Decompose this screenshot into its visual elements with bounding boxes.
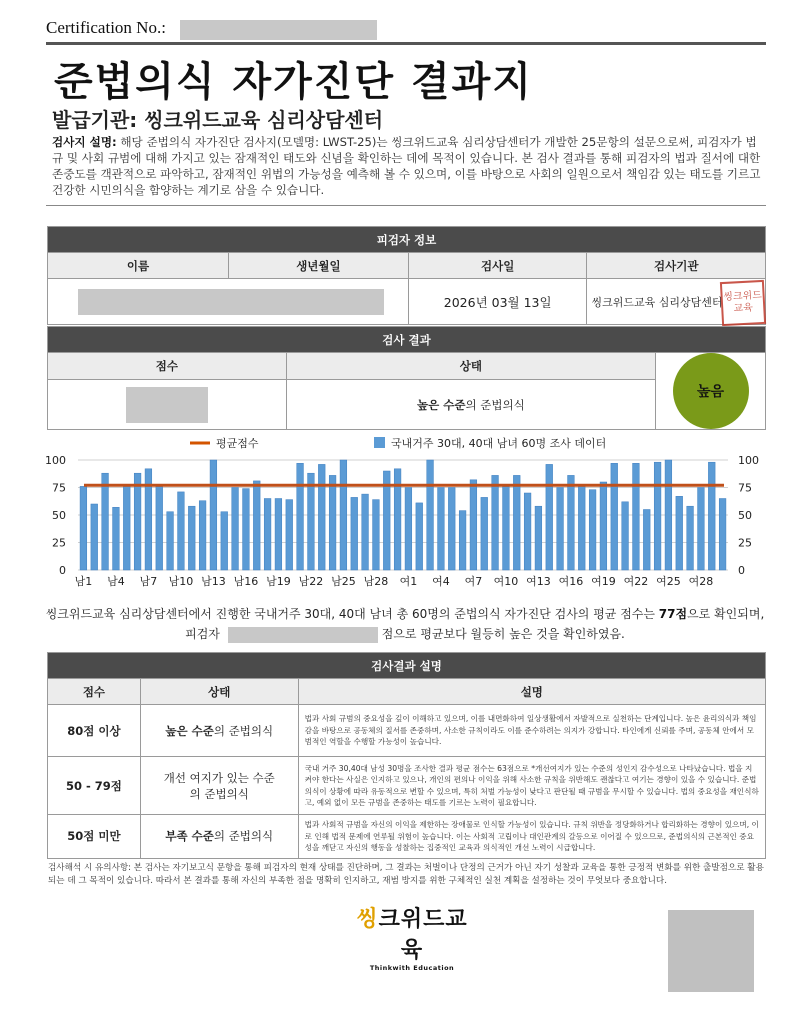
chart-bar [524, 493, 531, 570]
y-tick-label: 25 [738, 536, 752, 550]
name-birth-cell [48, 279, 409, 325]
x-tick-label: 남4 [107, 575, 125, 588]
y-tick-label: 25 [52, 536, 66, 550]
x-tick-label: 남28 [363, 575, 389, 588]
chart-grid [78, 460, 728, 570]
x-tick-label: 남25 [331, 575, 356, 588]
chart-bar [91, 504, 98, 570]
chart-bar [340, 460, 347, 570]
y-tick-label: 75 [738, 481, 752, 495]
x-tick-label: 여28 [688, 575, 714, 588]
chart-bar [438, 488, 445, 571]
chart-bar [578, 485, 585, 570]
chart-bar [405, 488, 412, 571]
explain-state-rest: 의 준법의식 [213, 829, 274, 844]
conclusion-line1-c: 으로 확인되며, [687, 607, 765, 621]
legend-survey-swatch [374, 437, 385, 448]
logo-rest: 크위드교육 [378, 907, 468, 963]
state-rest: 의 준법의식 [465, 397, 525, 412]
score-redacted [126, 387, 208, 423]
explain-row [48, 757, 766, 815]
chart-bar [373, 500, 380, 570]
x-tick-label: 여25 [656, 575, 681, 588]
explain-score: 50점 미만 [48, 815, 141, 859]
chart-bar [654, 462, 661, 570]
x-tick-label: 남10 [168, 575, 194, 588]
x-axis-labels [75, 574, 714, 588]
issuer: 발급기관: 씽크위드교육 심리상담센터 [52, 108, 384, 132]
chart-bar [708, 462, 715, 570]
col-test-org: 검사기관 [587, 253, 766, 279]
chart-bar [199, 501, 206, 570]
conclusion-line2-b: 점으로 평균보다 월등히 높은 것을 확인하였음. [381, 627, 625, 641]
x-tick-label: 여22 [623, 575, 649, 588]
chart-bar [123, 485, 130, 570]
y-tick-label: 50 [52, 509, 66, 522]
chart-bar [481, 497, 488, 570]
chart-bar [643, 510, 650, 571]
col-name: 이름 [48, 253, 229, 279]
official-seal: 씽크위드교육 [720, 280, 766, 326]
x-tick-label: 남19 [266, 575, 291, 588]
x-tick-label: 여7 [464, 575, 483, 588]
explain-col-state: 상태 [140, 679, 298, 705]
chart-bar [698, 488, 705, 571]
interpretation-notes: 검사해석 시 유의사항: 본 검사는 자기보고식 문항을 통해 피검자의 현재 상태를 진단하며, 그 결과는 처벌이나 단정의 근거가 아닌 자기 성찰과 교육을 통한 긍정적 변화를 위한 출발점으로 활용되는 데 그 목적이 있습니다. 따라서 본 결과를 통해 자신의 부족한 점을 명확히 인지하고, 재범 방지를 위한 구체적인 실천 계획을 설정하는 것이 무엇보다 중요합니다. [48, 863, 764, 886]
chart-bar [546, 464, 553, 570]
col-state: 상태 [286, 353, 655, 380]
chart-bar [557, 488, 564, 571]
chart-bar [264, 499, 271, 571]
state-value [286, 380, 655, 430]
x-tick-label: 여4 [432, 575, 450, 588]
explain-state [140, 705, 298, 757]
chart-bar [80, 486, 87, 570]
certification-number-redacted [180, 20, 377, 40]
chart-bar [448, 488, 455, 571]
thinkwith-logo [352, 902, 472, 972]
explain-state-rest: 의 준법의식 [213, 723, 274, 738]
x-tick-label: 남7 [139, 575, 158, 588]
chart-bar [470, 480, 477, 570]
chart-bar [318, 464, 325, 570]
chart-bar [362, 494, 369, 570]
chart-bar [188, 506, 195, 570]
x-tick-label: 남22 [298, 575, 324, 588]
explain-desc: 국내 거주 30,40대 남성 30명을 조사한 결과 평균 점수는 63점으로 *개선여지가 있는 수준의 성인지 감수성으로 나타났습니다. 법을 지켜야 한다는 사실은 인지하고 있으나, 개인의 편의나 이익을 위해 사소한 규칙을 위반해도 괜찮다고 여기는 경향이 있을 수 있습니다. 준법의식이 상황에 따라 유동적으로 변할 수 있으며, 특히 처벌 가능성이 낮다고 판단될 때 규범을 무시할 수 있습니다. 법의 중요성을 재인식하고, 예외 없이 모든 규범을 존중하는 태도를 기르는 노력이 필요합니다. [298, 757, 765, 815]
score-distribution-chart [40, 432, 770, 592]
chart-bar [719, 499, 726, 571]
chart-bar [232, 488, 239, 571]
logo-wordmark [352, 902, 472, 964]
chart-bar [416, 503, 423, 570]
chart-bar [687, 506, 694, 570]
chart-bar [253, 481, 260, 570]
state-bold: 높은 수준 [417, 397, 466, 412]
chart-bar [459, 511, 466, 570]
explain-state-rest: 의 준법의식 [189, 786, 249, 801]
description-text: 해당 준법의식 자가진단 검사지(모델명: LWST-25)는 씽크위드교육 심리상담센터가 개발한 25문항의 설문으로써, 피검자가 법규 및 사회 규범에 대해 가지고 있는 잠재적인 태도와 신념을 확인하는 데에 목적이 있습니다. 본 검사 결과를 통해 피검자의 법과 질서에 대한 존중도를 객관적으로 파악하고, 잠재적인 위법의 가능성을 예측해 볼 수 있으며, 이를 바탕으로 사회의 일원으로서 책임감 있는 태도를 기르고 건강한 시민의식을 함양하는 계기로 삼을 수 있습니다. [52, 135, 761, 197]
logo-subtitle: Thinkwith Education [369, 964, 455, 972]
explain-desc: 법과 사회적 규범을 자신의 이익을 제한하는 장애물로 인식할 가능성이 있습니다. 규칙 위반을 정당화하거나 합리화하는 경향이 있으며, 이로 인해 법적 문제에 연루될 위험이 높습니다. 이는 사회적 고립이나 대인관계의 갈등으로 이어질 수 있으므로, 준법의식의 근본적인 중요성을 깨닫고 자신의 행동을 성찰하는 집중적인 교육과 의식적인 개선 노력이 시급합니다. [298, 815, 765, 859]
chart-bar [589, 490, 596, 570]
examinee-score-redacted [228, 627, 378, 643]
explain-state-bold: 개선 여지가 있는 수준 [163, 770, 275, 785]
examinee-info-table [47, 226, 766, 325]
chart-bar [427, 460, 434, 570]
y-tick-label: 100 [45, 454, 66, 467]
col-birthdate: 생년월일 [228, 253, 408, 279]
chart-bar [633, 463, 640, 570]
explain-state [140, 757, 298, 815]
conclusion-line2-a: 피검자 [185, 627, 220, 641]
chart-bar [156, 486, 163, 570]
chart-bar [243, 489, 250, 570]
col-score: 점수 [48, 353, 287, 380]
score-cell [48, 380, 287, 430]
chart-bar [622, 502, 629, 570]
col-test-date: 검사일 [408, 253, 587, 279]
bottom-redacted-box [668, 910, 754, 992]
explain-table-title: 검사결과 설명 [48, 653, 766, 679]
explain-score: 80점 이상 [48, 705, 141, 757]
legend-survey-label: 국내거주 30대, 40대 남녀 60명 조사 데이터 [391, 437, 607, 450]
explain-row [48, 705, 766, 757]
chart-bar [535, 506, 542, 570]
certification-label: Certification No.: [46, 18, 166, 37]
x-tick-label: 남1 [74, 575, 93, 588]
x-tick-label: 여1 [399, 575, 418, 588]
chart-bar [113, 507, 120, 570]
test-org-value: 씽크위드교육 심리상담센터 [591, 295, 723, 309]
explain-col-desc: 설명 [298, 679, 765, 705]
chart-bar [503, 486, 510, 570]
chart-bar [665, 460, 672, 570]
description-divider [46, 205, 766, 206]
legend-average-label: 평균점수 [216, 437, 259, 450]
x-tick-label: 여13 [526, 575, 551, 588]
chart-bar [611, 463, 618, 570]
y-tick-label: 50 [738, 509, 752, 522]
chart-bar [210, 460, 217, 570]
explain-score: 50 - 79점 [48, 757, 141, 815]
y-tick-label: 0 [738, 564, 745, 577]
test-result-table [47, 326, 766, 430]
info-table-title: 피검자 정보 [48, 227, 766, 253]
x-tick-label: 남13 [201, 575, 226, 588]
chart-bar [676, 496, 683, 570]
x-tick-label: 여19 [591, 575, 616, 588]
chart-bar [275, 499, 282, 571]
result-table-title: 검사 결과 [48, 327, 766, 353]
chart-bar [568, 475, 575, 570]
page-title: 준법의식 자가진단 결과지 [54, 59, 533, 105]
description-label: 검사지 설명: [52, 135, 117, 149]
chart-bar [600, 482, 607, 570]
average-score: 77점 [658, 607, 688, 621]
chart-bar [102, 473, 109, 570]
explain-col-score: 점수 [48, 679, 141, 705]
name-birth-redacted [78, 289, 384, 315]
chart-bar [221, 512, 228, 570]
explain-row [48, 815, 766, 859]
chart-bar [167, 512, 174, 570]
logo-highlight: 씽 [356, 907, 379, 932]
y-tick-label: 0 [59, 564, 66, 577]
result-explanation-table [47, 652, 766, 859]
y-tick-label: 75 [52, 481, 66, 495]
chart-bar [329, 475, 336, 570]
chart-bar [286, 500, 293, 570]
chart-bar [513, 475, 520, 570]
conclusion-line1-a: 씽크위드교육 심리상담센터에서 진행한 국내거주 30대, 40대 남녀 총 60명의 준법의식 자가진단 검사의 평균 점수는 [45, 607, 659, 621]
explain-state-bold: 높은 수준 [165, 723, 214, 738]
conclusion-text [40, 604, 770, 644]
test-date-value: 2026년 03월 13일 [408, 279, 587, 325]
chart-bar [134, 473, 141, 570]
top-divider [46, 42, 766, 45]
chart-bar [308, 473, 315, 570]
chart-legend [190, 436, 606, 450]
chart-bar [178, 492, 185, 570]
explain-state [140, 815, 298, 859]
x-tick-label: 여16 [558, 575, 584, 588]
x-tick-label: 남16 [233, 575, 259, 588]
explain-state-bold: 부족 수준 [165, 829, 214, 844]
y-tick-label: 100 [738, 454, 759, 467]
chart-bar [351, 497, 358, 570]
chart-bar [297, 463, 304, 570]
x-tick-label: 여10 [493, 575, 519, 588]
level-badge-cell [656, 353, 766, 430]
test-org-cell [587, 279, 766, 325]
chart-bar [492, 475, 499, 570]
test-description [52, 134, 767, 198]
level-badge: 높음 [673, 353, 749, 429]
explain-desc: 법과 사회 규범의 중요성을 깊이 이해하고 있으며, 이를 내면화하여 일상생활에서 자발적으로 실천하는 단계입니다. 높은 윤리의식과 책임감을 바탕으로 공동체의 질서를 존중하며, 사소한 규칙이라도 이를 준수하려는 의지가 강합니다. 타인에게 신뢰를 주며, 공동체 안에서 모범적인 역할을 수행할 가능성이 높습니다. [298, 705, 765, 757]
